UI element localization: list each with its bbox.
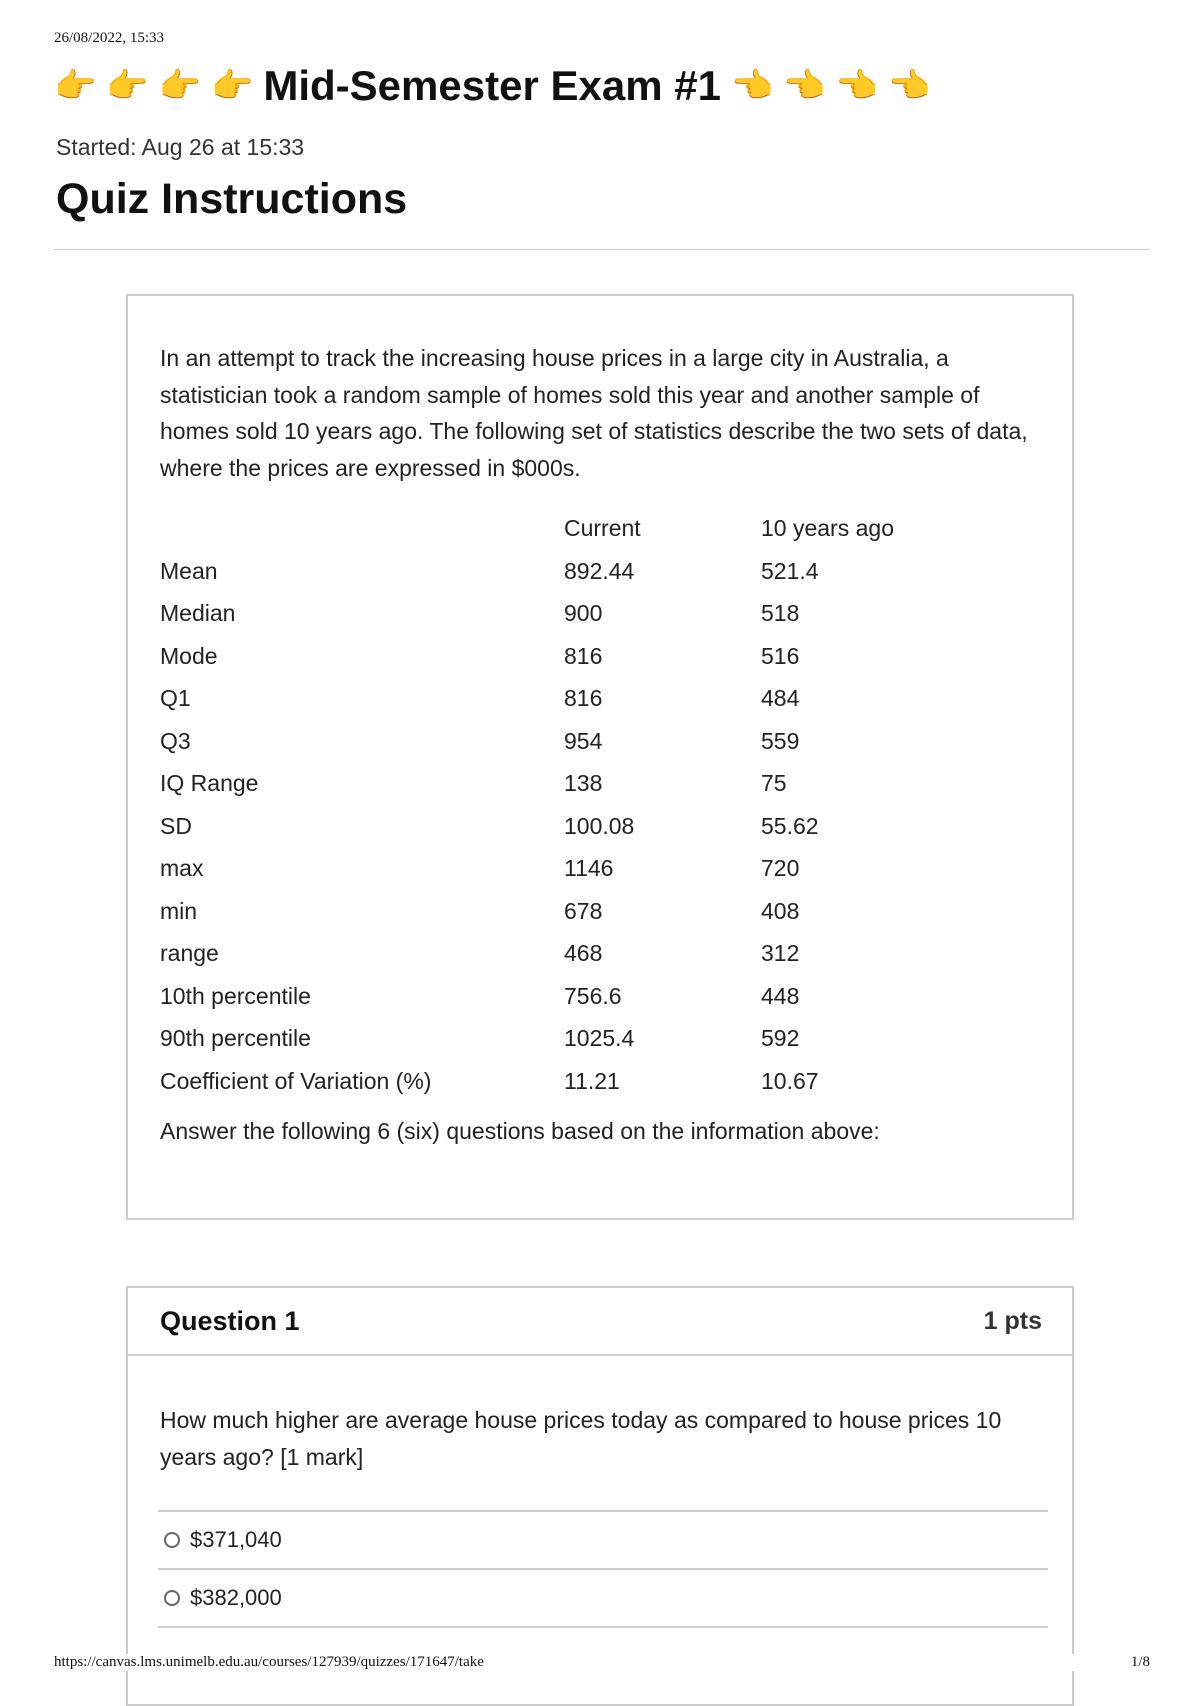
table-row [160,678,961,721]
pointing-right-icon: 👉 [106,66,149,106]
print-url: https://canvas.lms.unimelb.edu.au/courses/127939/quizzes/171647/take [54,1654,484,1670]
table-row [160,975,961,1018]
exam-title-row [54,62,1154,110]
table-cell: 11.21 [564,1067,620,1094]
table-row [160,890,961,933]
pointing-right-icon: 👉 [158,66,202,106]
table-cell: 559 [761,727,800,754]
answer-option-label: $371,040 [190,1527,282,1552]
answer-prompt: Answer the following 6 (six) questions based on the information above: [160,1118,880,1144]
answer-option[interactable] [158,1568,1048,1628]
question-text: How much higher are average house prices today as compared to house prices 10 years ago? [1 mark] [160,1407,1002,1470]
question-card [126,1286,1074,1706]
question-header [128,1288,1072,1356]
table-cell: Mean [160,557,218,584]
table-header-row [160,506,961,550]
table-cell: Coefficient of Variation (%) [160,1067,432,1094]
started-timestamp: Started: Aug 26 at 15:33 [56,134,305,160]
table-cell: 10th percentile [160,982,311,1009]
print-page-number: 1/8 [1130,1654,1150,1670]
table-cell: 816 [564,642,603,669]
table-cell: Median [160,600,236,627]
pointing-left-icon: 👈 [887,66,931,106]
table-cell: 138 [564,770,603,797]
table-row [160,593,961,636]
print-datetime: 26/08/2022, 15:33 [54,30,165,46]
table-cell: 100.08 [564,812,635,839]
table-cell: 720 [761,855,800,882]
statistics-table-body [160,550,961,1103]
pointing-right-icon: 👉 [211,66,254,106]
table-cell: 516 [761,642,800,669]
question-title: Question 1 [160,1305,300,1336]
left-pointing-emoji-group [54,66,254,106]
pointing-right-icon: 👉 [54,66,97,106]
table-cell: 55.62 [761,812,819,839]
instructions-intro: In an attempt to track the increasing house prices in a large city in Australia, a statistician took a random sample of homes sold this year and another sample of homes sold 10 years ago. The following set of statistics describe the two sets of data, where the prices are expressed in $000s. [160,345,1028,481]
table-cell: 468 [564,940,603,967]
table-cell: SD [160,812,192,839]
table-cell: max [160,855,204,882]
instructions-box [126,294,1074,1220]
table-cell: 75 [761,770,787,797]
table-cell: 816 [564,685,603,712]
table-cell: 312 [761,940,800,967]
table-cell: 954 [564,727,603,754]
table-cell: 90th percentile [160,1025,311,1052]
table-cell: 756.6 [564,982,622,1009]
print-footer [54,1654,1150,1671]
pointing-left-icon: 👈 [783,66,826,106]
answer-option-label: $382,000 [190,1585,282,1610]
table-header-cell: Current [564,514,641,541]
table-cell: 592 [761,1025,800,1052]
question-points: 1 pts [983,1306,1042,1335]
table-row [160,550,961,593]
table-cell: min [160,897,198,924]
table-header-cell: 10 years ago [761,514,894,541]
table-cell: 1146 [564,855,614,882]
table-cell: 448 [761,982,800,1009]
table-cell: range [160,940,219,967]
heading-divider [54,249,1150,250]
answer-option[interactable] [158,1510,1048,1568]
radio-button[interactable] [164,1532,180,1548]
statistics-table [160,506,961,1103]
table-cell: 900 [564,600,603,627]
pointing-left-icon: 👈 [835,66,878,106]
radio-button[interactable] [164,1590,180,1606]
right-pointing-emoji-group [730,66,931,106]
table-cell: Q3 [160,727,191,754]
table-cell: 408 [761,897,800,924]
quiz-instructions-heading: Quiz Instructions [56,175,408,223]
table-cell: 678 [564,897,603,924]
table-cell: 892.44 [564,557,635,584]
table-row [160,805,961,848]
table-row [160,1018,961,1061]
table-row [160,763,961,806]
pointing-left-icon: 👈 [730,66,774,106]
table-cell: Mode [160,642,218,669]
exam-title: Mid-Semester Exam #1 [263,62,721,109]
table-cell: 518 [761,600,800,627]
table-row [160,933,961,976]
table-header-cell [160,506,564,550]
table-cell: 1025.4 [564,1025,635,1052]
table-row [160,1060,961,1103]
table-cell: 10.67 [761,1067,819,1094]
table-row [160,720,961,763]
table-row [160,635,961,678]
table-cell: Q1 [160,685,191,712]
answer-options [158,1510,1048,1628]
table-row [160,848,961,891]
table-cell: 521.4 [761,557,819,584]
table-cell: 484 [761,685,800,712]
table-cell: IQ Range [160,770,259,797]
